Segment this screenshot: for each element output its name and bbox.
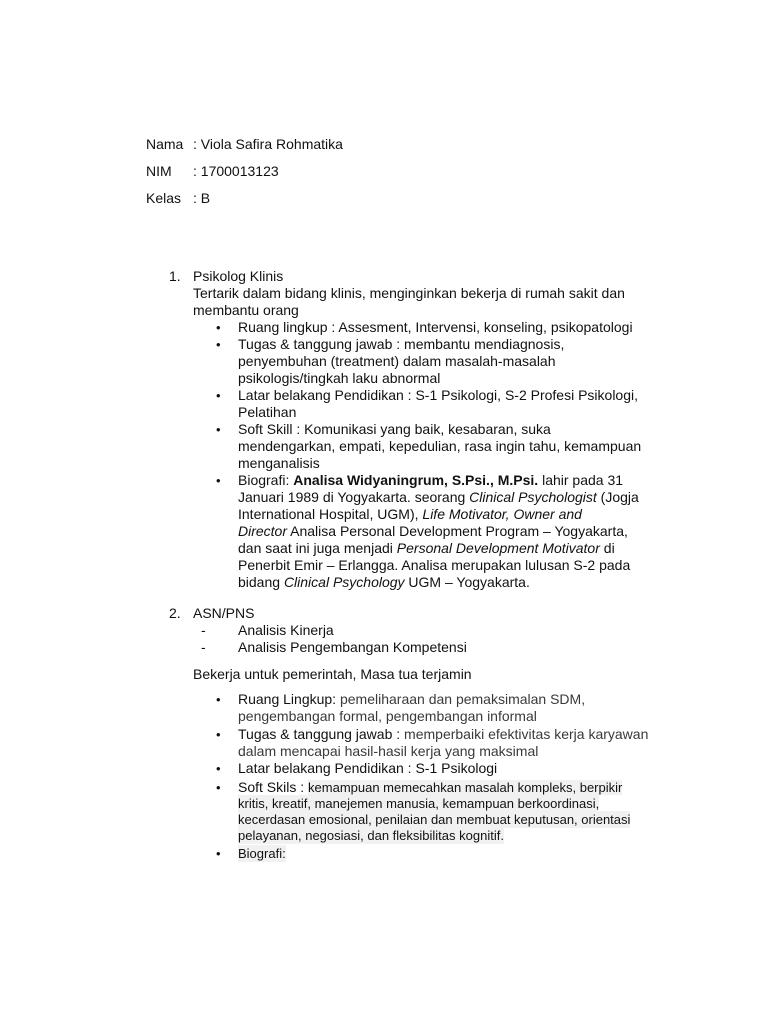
nim-label: NIM bbox=[146, 163, 172, 179]
soft-skill-line bbox=[238, 779, 622, 796]
dash-marker: - bbox=[201, 639, 206, 655]
tugas-text: penyembuhan (treatment) dalam masalah-masalah bbox=[238, 353, 556, 369]
section-2-intro: Bekerja untuk pemerintah, Masa tua terjamin bbox=[193, 666, 472, 682]
kelas-value: : B bbox=[193, 190, 211, 206]
biografi-text: lahir pada 31 bbox=[538, 472, 624, 488]
tugas-line bbox=[238, 726, 648, 743]
bullet-icon: • bbox=[216, 846, 221, 861]
biografi-text: dan saat ini juga menjadi bbox=[238, 540, 397, 556]
biografi-text: UGM – Yogyakarta. bbox=[404, 574, 530, 590]
biografi-text: (Jogja bbox=[596, 489, 639, 505]
biografi-label: Biografi: bbox=[238, 472, 294, 488]
bullet-icon: • bbox=[216, 422, 221, 437]
ruang-lingkup-text: pengembangan formal, pengembangan informal bbox=[238, 708, 537, 724]
biografi-line bbox=[238, 523, 628, 540]
biografi-text: International Hospital, UGM), bbox=[238, 506, 423, 522]
biografi-italic: Clinical Psychology bbox=[283, 574, 405, 590]
soft-skill-text: pelayanan, negosiasi, dan fleksibilitas kognitif. bbox=[238, 828, 504, 843]
nim-value: : 1700013123 bbox=[193, 163, 279, 179]
section-2-number: 2. bbox=[169, 605, 181, 621]
section-1-intro-line: Tertarik dalam bidang klinis, menginginkan bekerja di rumah sakit dan bbox=[193, 285, 625, 301]
section-1-number: 1. bbox=[169, 268, 181, 284]
bullet-icon: • bbox=[216, 388, 221, 403]
biografi-line bbox=[238, 540, 615, 557]
soft-skill-text: menganalisis bbox=[238, 455, 320, 471]
biografi-italic: Life Motivator, Owner and bbox=[422, 506, 582, 522]
bullet-icon: • bbox=[216, 337, 221, 352]
soft-skill-text: kemampuan memecahkan masalah kompleks, berpikir bbox=[308, 780, 623, 795]
soft-skill-text: mendengarkan, empati, kepedulian, rasa ingin tahu, kemampuan bbox=[238, 438, 642, 454]
soft-skill-text: Soft Skill : Komunikasi yang baik, kesabaran, suka bbox=[238, 421, 551, 437]
section-1-intro-line: membantu orang bbox=[193, 302, 299, 318]
bullet-icon: • bbox=[216, 320, 221, 335]
tugas-text: dalam mencapai hasil-hasil kerja yang maksimal bbox=[238, 743, 539, 759]
biografi-text: di bbox=[599, 540, 615, 556]
tugas-text: Tugas & tanggung jawab : membantu mendiagnosis, bbox=[238, 336, 565, 352]
nama-label: Nama bbox=[146, 136, 184, 152]
section-1-title: Psikolog Klinis bbox=[193, 268, 284, 284]
bullet-icon: • bbox=[216, 473, 221, 488]
biografi-name: Analisa Widyaningrum, S.Psi., M.Psi. bbox=[293, 472, 539, 488]
latar-text: Latar belakang Pendidikan : S-1 Psikologi, S-2 Profesi Psikologi, bbox=[238, 387, 638, 403]
biografi-line bbox=[238, 472, 623, 489]
biografi-line bbox=[238, 506, 582, 523]
tugas-text: psikologis/tingkah laku abnormal bbox=[238, 370, 441, 386]
bullet-icon: • bbox=[216, 761, 221, 776]
soft-skill-text: kecerdasan emosional, penilaian dan membuat keputusan, orientasi bbox=[238, 812, 631, 827]
tugas-label: Tugas & tanggung jawab : bbox=[238, 726, 405, 742]
soft-skill-text: kritis, kreatif, manejemen manusia, kemampuan berkoordinasi, bbox=[238, 796, 600, 811]
biografi-text: Analisa Personal Development Program – Yogyakarta, bbox=[287, 523, 628, 539]
bullet-icon: • bbox=[216, 692, 221, 707]
biografi-line: Penerbit Emir – Erlangga. Analisa merupakan lulusan S-2 pada bbox=[238, 557, 631, 573]
bullet-icon: • bbox=[216, 727, 221, 742]
bullet-icon: • bbox=[216, 780, 221, 795]
biografi-text: Januari 1989 di Yogyakarta. seorang bbox=[238, 489, 470, 505]
biografi-italic: Clinical Psychologist bbox=[469, 489, 597, 505]
biografi-line bbox=[238, 574, 530, 591]
dash-marker: - bbox=[201, 622, 206, 638]
analisis-kompetensi: Analisis Pengembangan Kompetensi bbox=[238, 639, 467, 655]
analisis-kinerja: Analisis Kinerja bbox=[238, 622, 334, 638]
ruang-lingkup-line bbox=[238, 691, 585, 708]
ruang-lingkup-text: pemeliharaan dan pemaksimalan SDM, bbox=[339, 691, 586, 707]
biografi-label: Biografi: bbox=[238, 846, 286, 861]
latar-text: Pelatihan bbox=[238, 404, 297, 420]
section-2-title: ASN/PNS bbox=[193, 605, 255, 621]
ruang-lingkup-text: Ruang lingkup : Assesment, Intervensi, konseling, psikopatologi bbox=[238, 319, 633, 335]
biografi-text: bidang bbox=[238, 574, 284, 590]
ruang-lingkup-label: Ruang Lingkup: bbox=[238, 691, 340, 707]
biografi-line bbox=[238, 489, 639, 506]
kelas-label: Kelas bbox=[146, 190, 182, 206]
nama-value: : Viola Safira Rohmatika bbox=[193, 136, 343, 152]
latar-text: Latar belakang Pendidikan : S-1 Psikologi bbox=[238, 760, 498, 776]
biografi-italic: Personal Development Motivator bbox=[396, 540, 600, 556]
soft-skill-label: Soft Skils : bbox=[238, 779, 309, 795]
biografi-italic: Director bbox=[238, 523, 288, 539]
tugas-text: memperbaiki efektivitas kerja karyawan bbox=[404, 726, 649, 742]
